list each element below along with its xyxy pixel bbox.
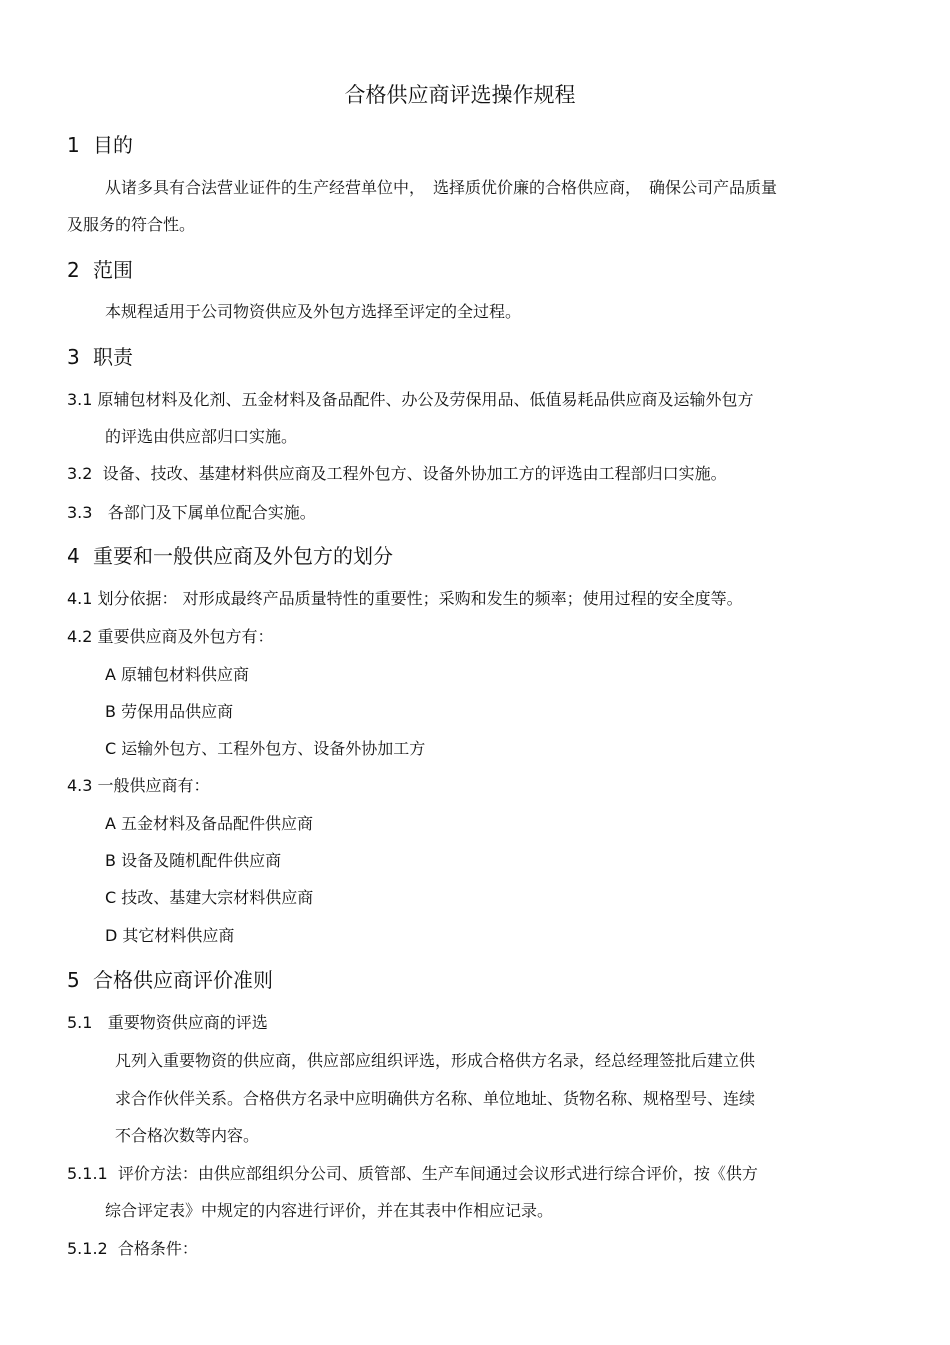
item-text: 重要供应商及外包方有：	[97, 627, 274, 646]
item-number: 4.2	[67, 627, 93, 646]
list-item-4-2-b: B 劳保用品供应商	[105, 702, 234, 721]
item-text: 重要物资供应商的评选	[107, 1013, 268, 1032]
item-number: 5.1	[67, 1013, 93, 1032]
item-text: 各部门及下属单位配合实施。	[107, 503, 316, 522]
list-item-4-3-d: D 其它材料供应商	[105, 926, 235, 945]
section-3-heading	[67, 343, 133, 371]
section-number: 2	[67, 258, 80, 282]
section-1-paragraph-line-2: 及服务的符合性。	[67, 215, 196, 234]
section-title: 范围	[93, 258, 133, 282]
section-4-heading	[67, 542, 393, 570]
item-3-1-line-1	[67, 388, 754, 412]
item-4-1	[67, 587, 743, 611]
item-number: 4.3	[67, 776, 93, 795]
list-item-4-2-c: C 运输外包方、工程外包方、设备外协加工方	[105, 739, 426, 758]
section-number: 5	[67, 968, 80, 992]
section-2-heading	[67, 256, 133, 284]
list-item-4-3-c: C 技改、基建大宗材料供应商	[105, 888, 314, 907]
section-number: 1	[67, 133, 80, 157]
section-5-heading	[67, 966, 273, 994]
item-3-2	[67, 462, 727, 486]
item-3-1-line-2: 的评选由供应部归口实施。	[105, 427, 298, 446]
item-number: 5.1.1	[67, 1164, 108, 1183]
item-number: 5.1.2	[67, 1239, 108, 1258]
item-5-1-paragraph-line-3: 不合格次数等内容。	[115, 1126, 260, 1145]
section-number: 4	[67, 544, 80, 568]
item-5-1	[67, 1011, 268, 1035]
item-text: 合格条件：	[117, 1239, 198, 1258]
item-number: 4.1	[67, 589, 93, 608]
item-text: 划分依据： 对形成最终产品质量特性的重要性；采购和发生的频率；使用过程的安全度等。	[97, 589, 743, 608]
list-item-4-2-a: A 原辅包材料供应商	[105, 665, 250, 684]
section-title: 职责	[93, 345, 133, 369]
section-title: 合格供应商评价准则	[93, 968, 273, 992]
item-4-2	[67, 625, 274, 649]
item-5-1-1-line-2: 综合评定表》中规定的内容进行评价，并在其表中作相应记录。	[105, 1201, 554, 1220]
item-number: 3.3	[67, 503, 93, 522]
section-1-paragraph-line-1: 从诸多具有合法营业证件的生产经营单位中， 选择质优价廉的合格供应商， 确保公司产品质量	[105, 178, 778, 197]
item-text: 设备、技改、基建材料供应商及工程外包方、设备外协加工方的评选由工程部归口实施。	[102, 464, 727, 483]
item-3-3	[67, 501, 316, 525]
item-text: 原辅包材料及化剂、五金材料及备品配件、办公及劳保用品、低值易耗品供应商及运输外包方	[97, 390, 754, 409]
section-title: 重要和一般供应商及外包方的划分	[93, 544, 393, 568]
item-text: 一般供应商有：	[97, 776, 210, 795]
item-4-3	[67, 774, 210, 798]
section-title: 目的	[93, 133, 133, 157]
item-5-1-1-line-1	[67, 1162, 758, 1186]
item-5-1-paragraph-line-2: 求合作伙伴关系。合格供方名录中应明确供方名称、单位地址、货物名称、规格型号、连续	[115, 1089, 756, 1108]
item-5-1-2	[67, 1237, 198, 1261]
item-number: 3.2	[67, 464, 93, 483]
item-text: 评价方法：由供应部组织分公司、质管部、生产车间通过会议形式进行综合评价，按《供方	[117, 1164, 758, 1183]
section-1-heading	[67, 131, 133, 159]
list-item-4-3-a: A 五金材料及备品配件供应商	[105, 814, 314, 833]
document-title: 合格供应商评选操作规程	[344, 83, 576, 107]
list-item-4-3-b: B 设备及随机配件供应商	[105, 851, 282, 870]
item-5-1-paragraph-line-1: 凡列入重要物资的供应商，供应部应组织评选，形成合格供方名录，经总经理签批后建立供	[115, 1051, 756, 1070]
section-2-paragraph: 本规程适用于公司物资供应及外包方选择至评定的全过程。	[105, 302, 522, 321]
item-number: 3.1	[67, 390, 93, 409]
section-number: 3	[67, 345, 80, 369]
